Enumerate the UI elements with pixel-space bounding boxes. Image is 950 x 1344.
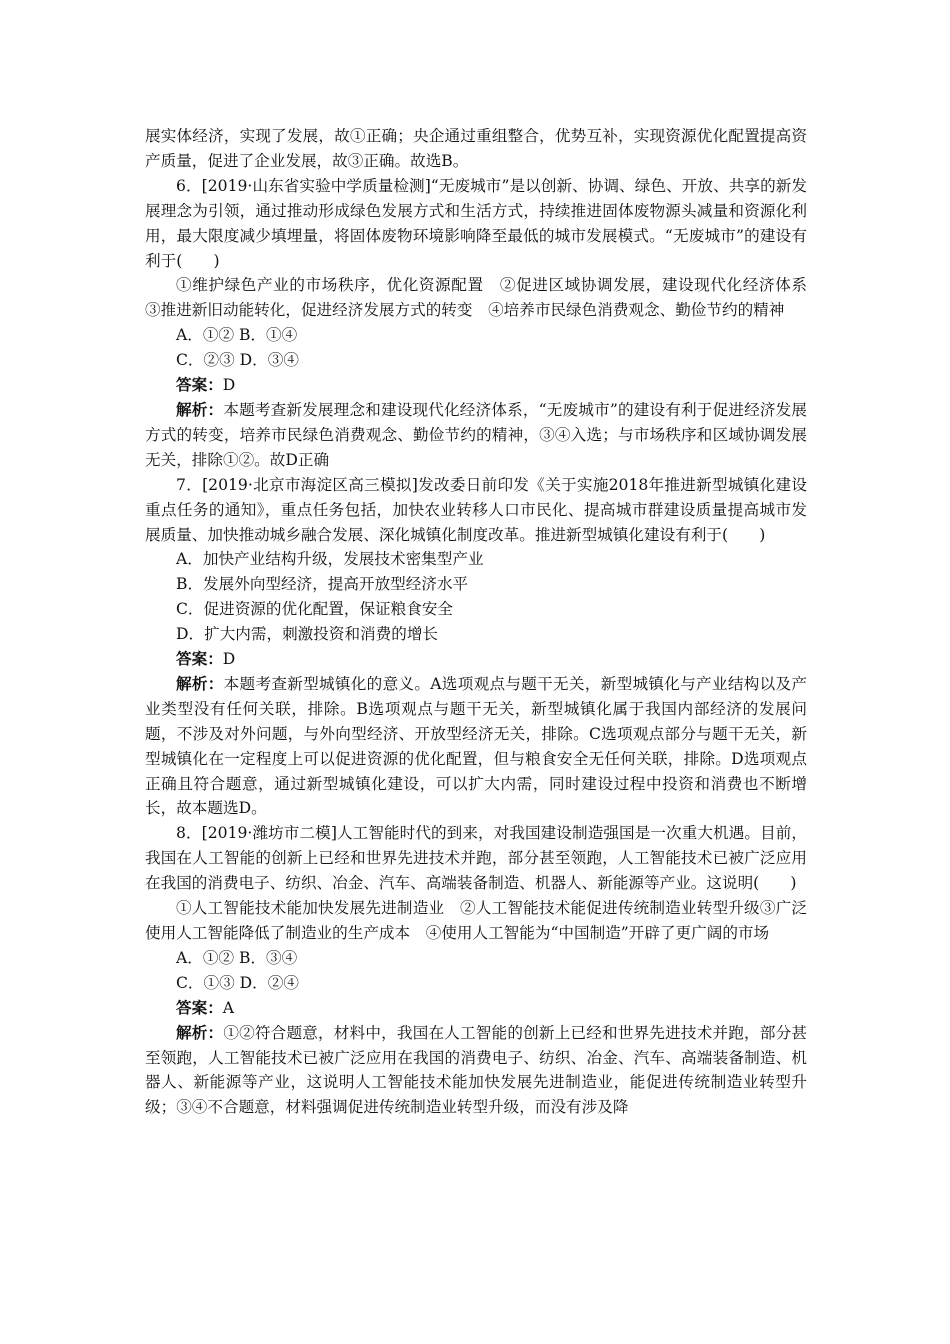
question-6-stem: 6．[2019·山东省实验中学质量检测]“无废城市”是以创新、协调、绿色、开放、共享的新发展理念为引领，通过推动形成绿色发展方式和生活方式，持续推进固体废物源头减量和资源化利用，最大限度减少填埋量，将固体废物环境影响降至最低的城市发展模式。“无废城市”的建设有利于( ) bbox=[145, 176, 807, 270]
prev-analysis-continuation: 展实体经济，实现了发展，故①正确；央企通过重组整合，优势互补，实现资源优化配置提高资产质量，促进了企业发展，故③正确。故选B。 bbox=[145, 127, 807, 170]
question-8-stem: 8．[2019·潍坊市二模]人工智能时代的到来，对我国建设制造强国是一次重大机遇。目前，我国在人工智能的创新上已经和世界先进技术并跑，部分甚至领跑，人工智能技术已被广泛应用在我国的消费电子、纺织、冶金、汽车、高端装备制造、机器人、新能源等产业。这说明( ) bbox=[145, 824, 807, 893]
question-7-answer: 答案：D bbox=[176, 649, 236, 669]
question-6-statements: ①维护绿色产业的市场秩序，优化资源配置 ②促进区域协调发展，建设现代化经济体系 ③推进新旧动能转化，促进经济发展方式的转变 ④培养市民绿色消费观念、勤俭节约的精神 bbox=[145, 276, 823, 320]
question-6-answer: 答案：D bbox=[176, 375, 236, 395]
question-7-option-c: C．促进资源的优化配置，保证粮食安全 bbox=[176, 600, 454, 619]
question-8-options-cd: C．①③ D．②④ bbox=[176, 973, 299, 992]
question-8-analysis: 解析：①②符合题意，材料中，我国在人工智能的创新上已经和世界先进技术并跑，部分甚至领跑，人工智能技术已被广泛应用在我国的消费电子、纺织、冶金、汽车、高端装备制造、机器人、新能源等产业，这说明人工智能技术能加快发展先进制造业，能促进传统制造业转型升级；③④不合题意，材料强调促进传统制造业转型升级，而没有涉及降 bbox=[145, 1022, 807, 1117]
document-body bbox=[145, 124, 823, 1120]
question-6-analysis: 解析：本题考查新发展理念和建设现代化经济体系，“无废城市”的建设有利于促进经济发展方式的转变，培养市民绿色消费观念、勤俭节约的精神，③④入选；与市场秩序和区域协调发展无关，排除①②。故D正确 bbox=[145, 399, 807, 469]
question-6-options-cd: C．②③ D．③④ bbox=[176, 351, 299, 370]
question-7-option-d: D．扩大内需，刺激投资和消费的增长 bbox=[176, 625, 439, 644]
question-7-option-b: B．发展外向型经济，提高开放型经济水平 bbox=[176, 575, 469, 594]
question-6-options-ab: A．①② B．①④ bbox=[176, 326, 298, 345]
question-7-analysis: 解析：本题考查新型城镇化的意义。A选项观点与题干无关，新型城镇化与产业结构以及产业类型没有任何关联，排除。B选项观点与题干无关，新型城镇化属于我国内部经济的发展问题，不涉及对外问题，与外向型经济、开放型经济无关，排除。C选项观点部分与题干无关，新型城镇化在一定程度上可以促进资源的优化配置，但与粮食安全无任何关联，排除。D选项观点正确且符合题意，通过新型城镇化建设，可以扩大内需，同时建设过程中投资和消费也不断增长，故本题选D。 bbox=[145, 673, 807, 818]
question-8-statements: ①人工智能技术能加快发展先进制造业 ②人工智能技术能促进传统制造业转型升级③广泛使用人工智能降低了制造业的生产成本 ④使用人工智能为“中国制造”开辟了更广阔的市场 bbox=[145, 899, 807, 942]
question-8-options-ab: A．①② B．③④ bbox=[176, 948, 298, 967]
question-7-option-a: A．加快产业结构升级，发展技术密集型产业 bbox=[176, 550, 484, 569]
question-7-stem: 7．[2019·北京市海淀区高三模拟]发改委日前印发《关于实施2018年推进新型城镇化建设重点任务的通知》，重点任务包括，加快农业转移人口市民化、提高城市群建设质量提高城市发展质量、加快推动城乡融合发展、深化城镇化制度改革。推进新型城镇化建设有利于( ) bbox=[145, 475, 807, 544]
question-8-answer: 答案：A bbox=[176, 997, 235, 1017]
